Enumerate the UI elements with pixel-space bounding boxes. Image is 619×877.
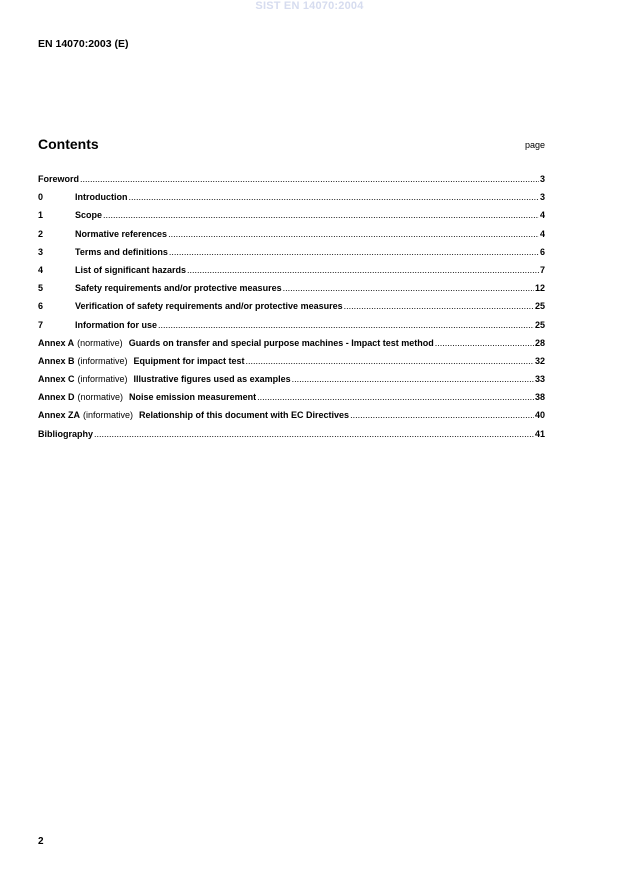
toc-entry-title: Noise emission measurement: [129, 392, 257, 403]
toc-entry-title: Equipment for impact test: [133, 355, 245, 366]
toc-entry-page: 4: [539, 228, 545, 239]
toc-entry-title: Bibliography: [38, 428, 94, 439]
toc-entry-page: 28: [534, 337, 545, 348]
toc-entry-title: Illustrative figures used as examples: [133, 374, 291, 385]
toc-leader-dots: [169, 247, 539, 257]
toc-annex-kind: (normative): [77, 337, 123, 348]
toc-annex-kind: (normative): [77, 392, 124, 403]
toc-leader-dots: [80, 174, 539, 184]
page-column-label: page: [524, 140, 545, 150]
toc-entry-list-of-significant-hazards[interactable]: [38, 265, 545, 283]
toc-entry-annex-c[interactable]: [38, 374, 545, 392]
watermark: SIST EN 14070:2004: [255, 0, 364, 12]
toc-entry-title: Terms and definitions: [75, 246, 168, 257]
toc-entry-number: 5: [38, 283, 44, 294]
toc-entry-page: 25: [534, 319, 545, 330]
toc-annex-kind: (informative): [83, 410, 134, 421]
toc-annex-id: Annex ZA: [38, 410, 81, 421]
toc-leader-dots: [246, 356, 534, 366]
toc-entry-page: 4: [539, 210, 545, 221]
toc-entry-page: 40: [534, 410, 545, 421]
toc-entry-title: Introduction: [75, 192, 128, 203]
toc-leader-dots: [283, 283, 534, 293]
toc-entry-foreword[interactable]: [38, 174, 545, 192]
toc-entry-page: 6: [539, 246, 545, 257]
toc-entry-page: 33: [534, 374, 545, 385]
toc-entry-annex-d[interactable]: [38, 392, 545, 410]
toc-entry-title: Guards on transfer and special purpose machines - Impact test method: [128, 337, 434, 348]
toc-entry-annex-za[interactable]: [38, 410, 545, 428]
toc-entry-number: 1: [38, 210, 44, 221]
toc-entry-title: Normative references: [75, 228, 168, 239]
toc-entry-number: 7: [38, 319, 44, 330]
toc-entry-number: 3: [38, 246, 44, 257]
toc-entry-bibliography[interactable]: [38, 429, 545, 447]
toc-leader-dots: [435, 338, 534, 348]
document-identifier: EN 14070:2003 (E): [38, 38, 129, 50]
toc-entry-verification[interactable]: [38, 301, 545, 319]
toc-entry-page: 41: [534, 428, 545, 439]
toc-leader-dots: [103, 210, 539, 220]
toc-entry-page: 38: [534, 392, 545, 403]
toc-entry-number: 2: [38, 228, 44, 239]
toc-entry-title: Verification of safety requirements and/or protective measures: [75, 301, 343, 312]
table-of-contents: [38, 174, 545, 447]
toc-entry-title: List of significant hazards: [75, 264, 187, 275]
toc-leader-dots: [129, 192, 539, 202]
toc-entry-number: 6: [38, 301, 44, 312]
toc-entry-title: Information for use: [75, 319, 158, 330]
toc-entry-number: 4: [38, 264, 44, 275]
toc-entry-introduction[interactable]: [38, 192, 545, 210]
toc-leader-dots: [94, 429, 534, 439]
toc-annex-id: Annex D: [38, 392, 75, 403]
toc-annex-kind: (informative): [77, 355, 128, 366]
toc-entry-page: 32: [534, 355, 545, 366]
toc-entry-page: 12: [534, 283, 545, 294]
toc-entry-page: 3: [539, 192, 545, 203]
toc-entry-title: Foreword: [38, 174, 80, 184]
toc-leader-dots: [168, 229, 539, 239]
contents-heading: Contents: [38, 136, 99, 152]
toc-entry-title: Relationship of this document with EC Directives: [139, 410, 350, 421]
toc-entry-page: 3: [539, 174, 545, 184]
toc-entry-number: 0: [38, 192, 44, 203]
toc-entry-page: 25: [534, 301, 545, 312]
toc-entry-terms-and-definitions[interactable]: [38, 247, 545, 265]
toc-annex-id: Annex A: [38, 337, 75, 348]
toc-leader-dots: [292, 374, 534, 384]
toc-leader-dots: [344, 301, 534, 311]
toc-leader-dots: [187, 265, 539, 275]
toc-annex-id: Annex C: [38, 374, 75, 385]
page-number: 2: [38, 836, 44, 847]
toc-leader-dots: [350, 410, 534, 420]
toc-entry-annex-b[interactable]: [38, 356, 545, 374]
toc-entry-title: Scope: [75, 210, 103, 221]
toc-entry-page: 7: [539, 264, 545, 275]
toc-annex-id: Annex B: [38, 355, 75, 366]
toc-entry-title: Safety requirements and/or protective measures: [75, 283, 282, 294]
toc-entry-normative-references[interactable]: [38, 229, 545, 247]
toc-annex-kind: (informative): [77, 374, 128, 385]
toc-entry-scope[interactable]: [38, 210, 545, 228]
toc-entry-safety-requirements[interactable]: [38, 283, 545, 301]
toc-leader-dots: [158, 320, 534, 330]
toc-leader-dots: [257, 392, 534, 402]
toc-entry-annex-a[interactable]: [38, 338, 545, 356]
toc-entry-information-for-use[interactable]: [38, 320, 545, 338]
